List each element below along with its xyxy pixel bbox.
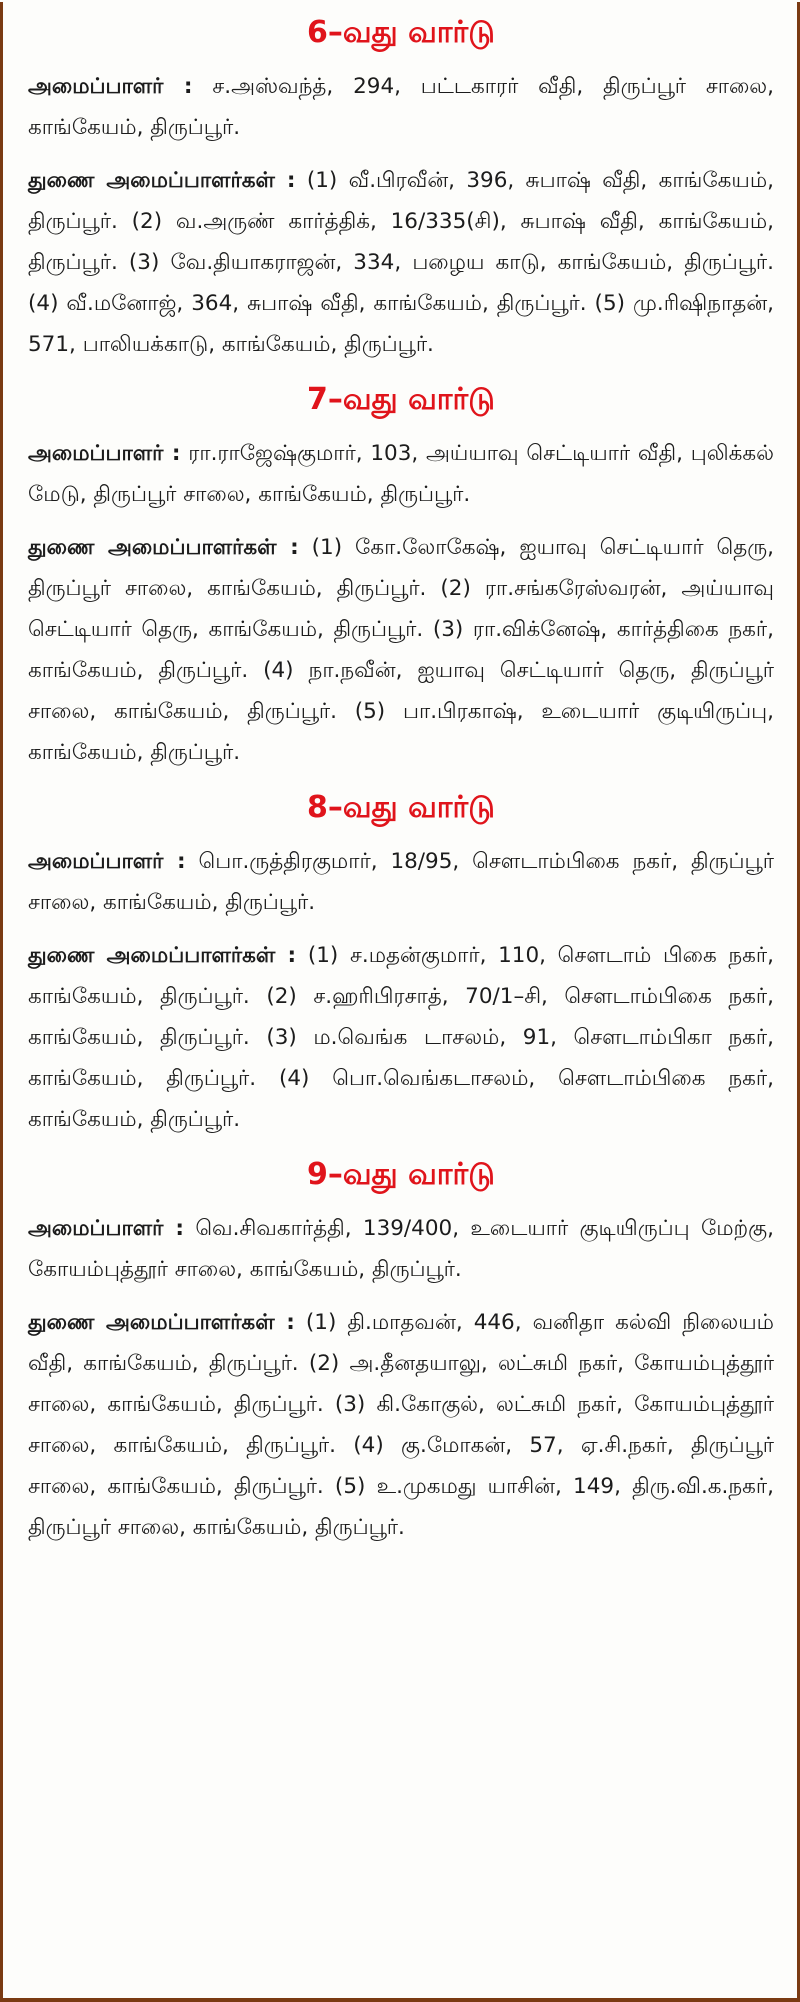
article-body (28, 10, 774, 1560)
deputy-label: துணை அமைப்பாளர்கள் : (28, 535, 299, 560)
deputy-label: துணை அமைப்பாளர்கள் : (28, 168, 296, 193)
deputy-paragraph (28, 935, 774, 1140)
deputy-text: (1) ச.மதன்குமார், 110, சௌடாம் பிகை நகர், காங்கேயம், திருப்பூர். (2) ச.ஹரிபிரசாத், 70/1–சி, சௌடாம்பிகை நகர், காங்கேயம், திருப்பூர். (3) ம.வெங்க டாசலம், 91, சௌடாம்பிகா நகர், காங்கேயம், திருப்பூர். (4) பொ.வெங்கடாசலம், சௌடாம்பிகை நகர், காங்கேயம், திருப்பூர். (28, 943, 774, 1132)
organizer-text: பொ.ருத்திரகுமார், 18/95, சௌடாம்பிகை நகர், திருப்பூர் சாலை, காங்கேயம், திருப்பூர். (28, 849, 774, 915)
deputy-label: துணை அமைப்பாளர்கள் : (28, 943, 297, 968)
deputy-text: (1) வீ.பிரவீன், 396, சுபாஷ் வீதி, காங்கேயம், திருப்பூர். (2) வ.அருண் கார்த்திக், 16/335(சி), சுபாஷ் வீதி, காங்கேயம், திருப்பூர். (3) வே.தியாகராஜன், 334, பழைய காடு, காங்கேயம், திருப்பூர். (4) வீ.மனோஜ், 364, சுபாஷ் வீதி, காங்கேயம், திருப்பூர். (5) மு.ரிஷிநாதன், 571, பாலியக்காடு, காங்கேயம், திருப்பூர். (28, 168, 774, 357)
ward-8-section (28, 785, 774, 1140)
organizer-paragraph (28, 66, 774, 148)
deputy-paragraph (28, 1302, 774, 1548)
deputy-label: துணை அமைப்பாளர்கள் : (28, 1310, 295, 1335)
ward-9-section (28, 1152, 774, 1548)
deputy-paragraph (28, 527, 774, 773)
organizer-label: அமைப்பாளர் : (28, 441, 181, 466)
organizer-label: அமைப்பாளர் : (28, 1216, 184, 1241)
deputy-paragraph (28, 160, 774, 365)
organizer-paragraph (28, 433, 774, 515)
organizer-text: வெ.சிவகார்த்தி, 139/400, உடையார் குடியிருப்பு மேற்கு, கோயம்புத்தூர் சாலை, காங்கேயம், திருப்பூர். (28, 1216, 774, 1282)
ward-heading: 6–வது வார்டு (307, 15, 495, 50)
organizer-paragraph (28, 1208, 774, 1290)
ward-6-section (28, 10, 774, 365)
ward-7-section (28, 377, 774, 773)
ward-heading: 8–வது வார்டு (307, 790, 495, 825)
ward-heading: 9–வது வார்டு (307, 1157, 495, 1192)
ward-heading: 7–வது வார்டு (307, 382, 495, 417)
bottom-border (0, 1998, 800, 2002)
organizer-label: அமைப்பாளர் : (28, 849, 186, 874)
deputy-text: (1) கோ.லோகேஷ், ஐயாவு செட்டியார் தெரு, திருப்பூர் சாலை, காங்கேயம், திருப்பூர். (2) ரா.சங்கரேஸ்வரன், அய்யாவு செட்டியார் தெரு, காங்கேயம், திருப்பூர். (3) ரா.விக்னேஷ், கார்த்திகை நகர், காங்கேயம், திருப்பூர். (4) நா.நவீன், ஐயாவு செட்டியார் தெரு, திருப்பூர் சாலை, காங்கேயம், திருப்பூர். (5) பா.பிரகாஷ், உடையார் குடியிருப்பு, காங்கேயம், திருப்பூர். (28, 535, 774, 765)
organizer-text: ச.அஸ்வந்த், 294, பட்டகாரர் வீதி, திருப்பூர் சாலை, காங்கேயம், திருப்பூர். (28, 74, 774, 140)
organizer-paragraph (28, 841, 774, 923)
organizer-text: ரா.ராஜேஷ்குமார், 103, அய்யாவு செட்டியார் வீதி, புலிக்கல் மேடு, திருப்பூர் சாலை, காங்கேயம், திருப்பூர். (28, 441, 774, 507)
deputy-text: (1) தி.மாதவன், 446, வனிதா கல்வி நிலையம் வீதி, காங்கேயம், திருப்பூர். (2) அ.தீனதயாலு, லட்சுமி நகர், கோயம்புத்தூர் சாலை, காங்கேயம், திருப்பூர். (3) கி.கோகுல், லட்சுமி நகர், கோயம்புத்தூர் சாலை, காங்கேயம், திருப்பூர். (4) கு.மோகன், 57, ஏ.சி.நகர், திருப்பூர் சாலை, காங்கேயம், திருப்பூர். (5) உ.முகமது யாசின், 149, திரு.வி.க.நகர், திருப்பூர் சாலை, காங்கேயம், திருப்பூர். (28, 1310, 774, 1540)
organizer-label: அமைப்பாளர் : (28, 74, 193, 99)
